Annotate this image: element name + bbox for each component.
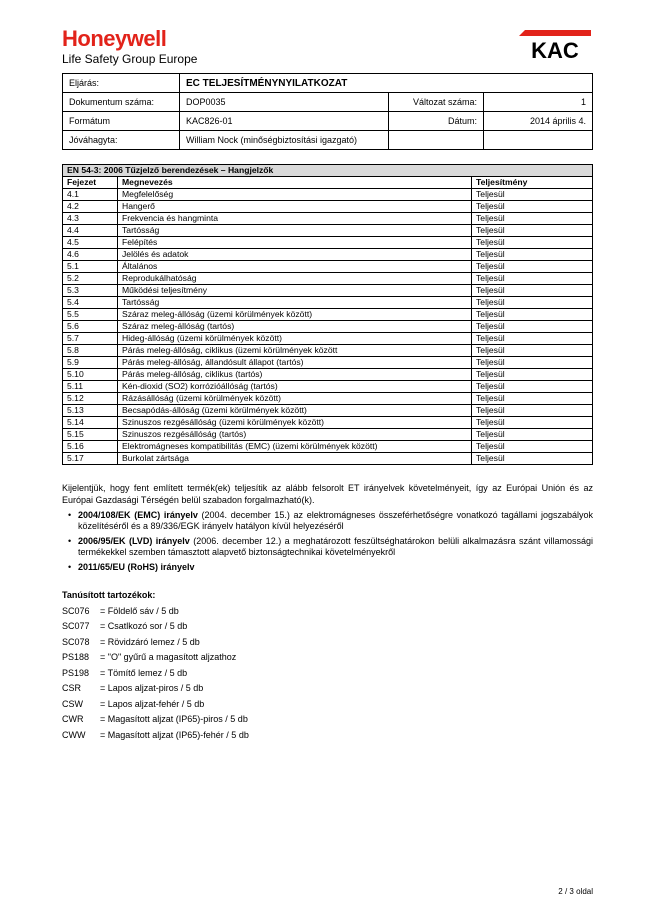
row-chapter: 4.5: [63, 237, 118, 249]
row-name: Reprodukálhatóság: [118, 273, 472, 285]
directive-item: [62, 536, 593, 558]
accessory-code: CSW: [62, 698, 83, 709]
accessory-code: CWW: [62, 729, 86, 740]
row-performance: Teljesül: [472, 393, 593, 405]
accessory-desc: = Lapos aljzat-piros / 5 db: [100, 683, 204, 694]
directive-text: (2006. december 12.) a meghatározott feszültséghatárokon belüli alkalmazásra szánt villamossági termékekkel szemben támasztott alapvető biztonságtechnikai követelményekről: [78, 536, 593, 557]
row-performance: Teljesül: [472, 417, 593, 429]
row-name: Elektromágneses kompatibilitás (EMC) (üzemi körülmények között): [118, 441, 472, 453]
table-row: [63, 261, 593, 273]
row-performance: Teljesül: [472, 213, 593, 225]
directive-name: 2004/108/EK (EMC) irányelv: [78, 510, 198, 520]
document-info-table: [62, 73, 593, 150]
row-name: Hideg-állóság (üzemi körülmények között): [118, 333, 472, 345]
standard-title: EN 54-3: 2006 Tűzjelző berendezések – Hangjelzők: [63, 165, 593, 177]
logo-subtitle: Life Safety Group Europe: [62, 52, 198, 66]
row-chapter: 5.13: [63, 405, 118, 417]
table-row: [63, 393, 593, 405]
table-row: [63, 273, 593, 285]
list-item: [62, 665, 249, 681]
row-performance: Teljesül: [472, 345, 593, 357]
accessory-code: CSR: [62, 683, 82, 694]
version-label: Változat száma:: [389, 93, 484, 112]
empty-cell: [484, 131, 593, 150]
directive-name: 2011/65/EU (RoHS) irányelv: [78, 562, 195, 572]
list-item: [62, 727, 249, 743]
row-performance: Teljesül: [472, 273, 593, 285]
accessory-code: SC077: [62, 621, 90, 632]
list-item: [62, 603, 249, 619]
table-row: [63, 297, 593, 309]
row-name: Megfelelőség: [118, 189, 472, 201]
date-label: Dátum:: [389, 112, 484, 131]
row-name: Általános: [118, 261, 472, 273]
table-row: [63, 189, 593, 201]
list-item: [62, 619, 249, 635]
row-performance: Teljesül: [472, 309, 593, 321]
row-chapter: 5.4: [63, 297, 118, 309]
row-chapter: 5.6: [63, 321, 118, 333]
accessory-desc: = Földelő sáv / 5 db: [100, 605, 179, 616]
row-name: Párás meleg-állóság, ciklikus (tartós): [118, 369, 472, 381]
row-chapter: 4.1: [63, 189, 118, 201]
directive-item: [62, 510, 593, 532]
row-performance: Teljesül: [472, 189, 593, 201]
accessory-code: SC076: [62, 605, 90, 616]
row-performance: Teljesül: [472, 261, 593, 273]
row-performance: Teljesül: [472, 453, 593, 465]
accessory-desc: = Magasított aljzat (IP65)-fehér / 5 db: [100, 729, 249, 740]
column-header-performance: Teljesítmény: [472, 177, 593, 189]
row-chapter: 5.14: [63, 417, 118, 429]
table-row: [63, 357, 593, 369]
row-performance: Teljesül: [472, 405, 593, 417]
column-header-chapter: Fejezet: [63, 177, 118, 189]
directive-text: (2004. december 15.) az elektromágneses összeférhetőségre vonatkozó tagállami jogszabályok közelítéséről és a 89/336/EGK irányelv hatályon kívül helyezéséről: [78, 510, 593, 531]
directive-name: 2006/95/EK (LVD) irányelv: [78, 536, 190, 546]
table-row: [63, 201, 593, 213]
row-name: Rázásállóság (üzemi körülmények között): [118, 393, 472, 405]
row-name: Jelölés és adatok: [118, 249, 472, 261]
row-chapter: 5.1: [63, 261, 118, 273]
format-value: KAC826-01: [180, 112, 389, 131]
row-name: Működési teljesítmény: [118, 285, 472, 297]
row-chapter: 4.3: [63, 213, 118, 225]
directive-item: [62, 562, 593, 573]
row-chapter: 5.3: [63, 285, 118, 297]
procedure-label: Eljárás:: [63, 74, 180, 93]
declaration-text: Kijelentjük, hogy fent említett termék(ek) teljesítik az alább felsorolt ET irányelvek követelményeit, így az Európai Unión és az Európai Gazdasági Térségén belül szabadon forgalmazható(k).: [62, 483, 593, 505]
table-row: [63, 225, 593, 237]
svg-text:KAC: KAC: [531, 38, 579, 60]
accessory-desc: = Tömítő lemez / 5 db: [100, 667, 188, 678]
directive-list: [62, 510, 593, 577]
row-name: Hangerő: [118, 201, 472, 213]
format-label: Formátum: [63, 112, 180, 131]
row-chapter: 4.6: [63, 249, 118, 261]
table-row: [63, 333, 593, 345]
accessory-code: PS198: [62, 667, 90, 678]
accessories-title: Tanúsított tartozékok:: [62, 590, 156, 600]
row-performance: Teljesül: [472, 369, 593, 381]
accessory-code: SC078: [62, 636, 90, 647]
row-name: Tartósság: [118, 225, 472, 237]
row-name: Felépítés: [118, 237, 472, 249]
row-chapter: 4.4: [63, 225, 118, 237]
empty-cell: [389, 131, 484, 150]
row-performance: Teljesül: [472, 225, 593, 237]
row-chapter: 5.10: [63, 369, 118, 381]
row-chapter: 5.17: [63, 453, 118, 465]
row-name: Száraz meleg-állóság (üzemi körülmények között): [118, 309, 472, 321]
row-name: Kén-dioxid (SO2) korrózióállóság (tartós): [118, 381, 472, 393]
row-performance: Teljesül: [472, 381, 593, 393]
accessories-list: [62, 603, 249, 743]
row-chapter: 5.16: [63, 441, 118, 453]
row-performance: Teljesül: [472, 357, 593, 369]
row-chapter: 5.5: [63, 309, 118, 321]
accessory-desc: = "O" gyűrű a magasított aljzathoz: [100, 652, 237, 663]
row-performance: Teljesül: [472, 249, 593, 261]
list-item: [62, 681, 249, 697]
accessory-desc: = Rövidzáró lemez / 5 db: [100, 636, 200, 647]
list-item: [62, 650, 249, 666]
row-chapter: 4.2: [63, 201, 118, 213]
accessory-desc: = Csatlkozó sor / 5 db: [100, 621, 188, 632]
row-performance: Teljesül: [472, 429, 593, 441]
row-name: Tartósság: [118, 297, 472, 309]
table-row: [63, 429, 593, 441]
procedure-value: EC TELJESÍTMÉNYNYILATKOZAT: [180, 74, 593, 93]
row-performance: Teljesül: [472, 321, 593, 333]
table-row: [63, 237, 593, 249]
accessory-desc: = Magasított aljzat (IP65)-piros / 5 db: [100, 714, 248, 725]
honeywell-logo: Honeywell: [62, 26, 167, 51]
accessory-code: PS188: [62, 652, 90, 663]
table-row: [63, 381, 593, 393]
page-number: 2 / 3 oldal: [558, 887, 593, 896]
row-name: Száraz meleg-állóság (tartós): [118, 321, 472, 333]
accessory-code: CWR: [62, 714, 84, 725]
row-performance: Teljesül: [472, 237, 593, 249]
table-row: [63, 321, 593, 333]
approved-value: William Nock (minőségbiztosítási igazgató): [180, 131, 389, 150]
row-performance: Teljesül: [472, 333, 593, 345]
requirements-table: [62, 164, 593, 465]
row-chapter: 5.2: [63, 273, 118, 285]
approved-label: Jóváhagyta:: [63, 131, 180, 150]
row-performance: Teljesül: [472, 201, 593, 213]
accessory-desc: = Lapos aljzat-fehér / 5 db: [100, 698, 205, 709]
list-item: [62, 712, 249, 728]
table-row: [63, 249, 593, 261]
table-row: [63, 417, 593, 429]
table-row: [63, 369, 593, 381]
table-row: [63, 453, 593, 465]
column-header-name: Megnevezés: [118, 177, 472, 189]
table-row: [63, 441, 593, 453]
table-row: [63, 213, 593, 225]
row-name: Szinuszos rezgésállóság (üzemi körülmények között): [118, 417, 472, 429]
row-chapter: 5.9: [63, 357, 118, 369]
row-chapter: 5.12: [63, 393, 118, 405]
table-row: [63, 285, 593, 297]
row-chapter: 5.11: [63, 381, 118, 393]
table-row: [63, 345, 593, 357]
row-name: Szinuszos rezgésállóság (tartós): [118, 429, 472, 441]
date-value: 2014 április 4.: [484, 112, 593, 131]
row-chapter: 5.7: [63, 333, 118, 345]
version-value: 1: [484, 93, 593, 112]
row-chapter: 5.8: [63, 345, 118, 357]
row-name: Becsapódás-állóság (üzemi körülmények között): [118, 405, 472, 417]
row-performance: Teljesül: [472, 441, 593, 453]
list-item: [62, 696, 249, 712]
docnum-label: Dokumentum száma:: [63, 93, 180, 112]
table-row: [63, 309, 593, 321]
docnum-value: DOP0035: [180, 93, 389, 112]
row-chapter: 5.15: [63, 429, 118, 441]
row-name: Frekvencia és hangminta: [118, 213, 472, 225]
row-name: Párás meleg-állóság, állandósult állapot (tartós): [118, 357, 472, 369]
table-row: [63, 405, 593, 417]
list-item: [62, 634, 249, 650]
row-name: Párás meleg-állóság, ciklikus (üzemi körülmények között: [118, 345, 472, 357]
row-performance: Teljesül: [472, 297, 593, 309]
kac-logo: [519, 30, 591, 60]
row-performance: Teljesül: [472, 285, 593, 297]
row-name: Burkolat zártsága: [118, 453, 472, 465]
